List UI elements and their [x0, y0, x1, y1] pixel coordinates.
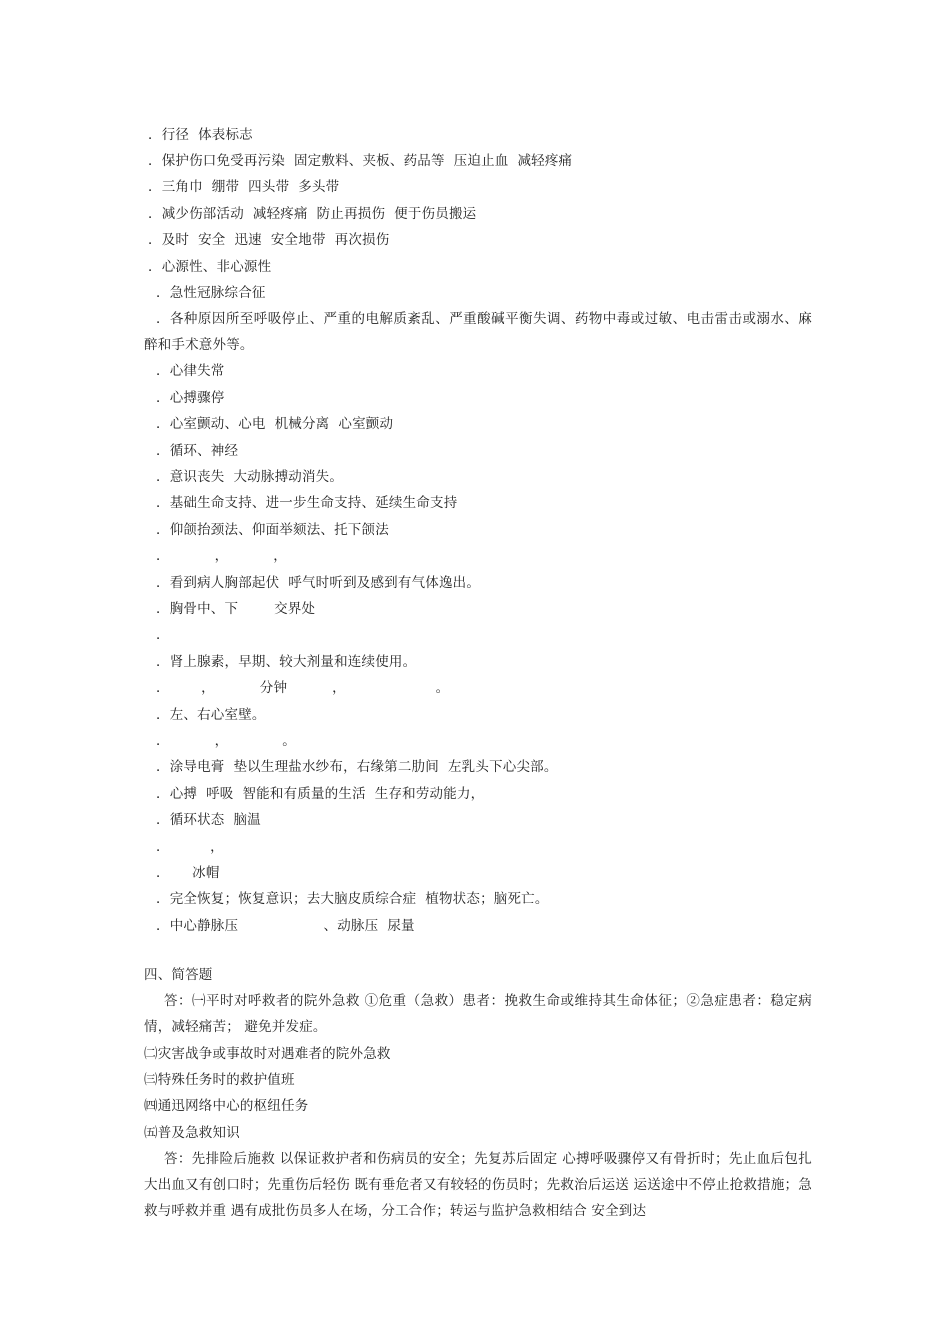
- answer-line: ．及时 安全 迅速 安全地带 再次损伤: [148, 232, 390, 248]
- answer-line: ．急性冠脉综合征: [156, 285, 266, 301]
- answer-line: ． ， 分钟 ， 。: [156, 680, 450, 696]
- answer-line: ．肾上腺素，早期、较大剂量和连续使用。: [156, 654, 417, 670]
- answer-line: ．心搏 呼吸 智能和有质量的生活 生存和劳动能力，: [156, 786, 485, 802]
- short-answer-line: ㈡灾害战争或事故时对遇难者的院外急救: [144, 1046, 391, 1062]
- answer-line: ．循环状态 脑温: [156, 812, 261, 828]
- answer-line: ．涂导电膏 垫以生理盐水纱布，右缘第二肋间 左乳头下心尖部。: [156, 759, 558, 775]
- answer-line: ． ，: [156, 839, 224, 855]
- answer-line: ． 冰帽: [156, 865, 220, 881]
- answer-line: ．中心静脉压 、动脉压 尿量: [156, 918, 415, 934]
- answer-line: ．意识丧失 大动脉搏动消失。: [156, 469, 344, 485]
- answer-line: ．: [156, 627, 170, 643]
- answer-line: ．心律失常: [156, 363, 225, 379]
- short-answer-paragraph: 答：先排险后施救 以保证救护者和伤病员的安全；先复苏后固定 心搏呼吸骤停又有骨折时；先止血后包扎 大出血又有创口时；先重伤后轻伤 既有垂危者又有较轻的伤员时；先救治后运送 运送途中不停止抢救措施；急救与呼救并重 遇有成批伤员多人在场，分工合作；转运与监护急救相结合 安全到达: [144, 1151, 812, 1219]
- short-answer-line: ㈣通迅网络中心的枢纽任务: [144, 1098, 309, 1114]
- answer-line: ．仰颌抬颈法、仰面举颏法、托下颌法: [156, 522, 389, 538]
- answer-line: ．循环、神经: [156, 443, 239, 459]
- short-answer-line: ㈢特殊任务时的救护值班: [144, 1072, 295, 1088]
- answer-line: ．行径 体表标志: [148, 127, 253, 143]
- section-title: 四、简答题: [144, 967, 213, 983]
- answer-line: ．看到病人胸部起伏 呼气时听到及感到有气体逸出。: [156, 575, 481, 591]
- answer-line: ． ， ，: [156, 548, 287, 564]
- answer-line: ．完全恢复；恢复意识；去大脑皮质综合症 植物状态；脑死亡。: [156, 891, 549, 907]
- answer-line: ．左、右心室壁。: [156, 707, 266, 723]
- answer-line: ．胸骨中、下 交界处: [156, 601, 316, 617]
- answer-line: ．保护伤口免受再污染 固定敷料、夹板、药品等 压迫止血 减轻疼痛: [148, 153, 573, 169]
- answer-line: ．心室颤动、心电 机械分离 心室颤动: [156, 416, 394, 432]
- answer-line: ．心源性、非心源性: [148, 259, 272, 275]
- answer-line: ．各种原因所至呼吸停止、严重的电解质紊乱、严重酸碱平衡失调、药物中毒或过敏、电击雷击或溺水、麻醉和手术意外等。: [144, 311, 812, 353]
- short-answer-line: ㈤普及急救知识: [144, 1125, 240, 1141]
- answer-line: ．减少伤部活动 减轻疼痛 防止再损伤 便于伤员搬运: [148, 206, 477, 222]
- answer-line: ．三角巾 绷带 四头带 多头带: [148, 179, 340, 195]
- answer-line: ．基础生命支持、进一步生命支持、延续生命支持: [156, 495, 458, 511]
- answer-line: ． ， 。: [156, 733, 296, 749]
- answer-line: ．心搏骤停: [156, 390, 225, 406]
- short-answer-paragraph: 答：㈠平时对呼救者的院外急救 ①危重（急救）患者：挽救生命或维持其生命体征；②急症患者：稳定病情，减轻痛苦； 避免并发症。: [144, 993, 812, 1035]
